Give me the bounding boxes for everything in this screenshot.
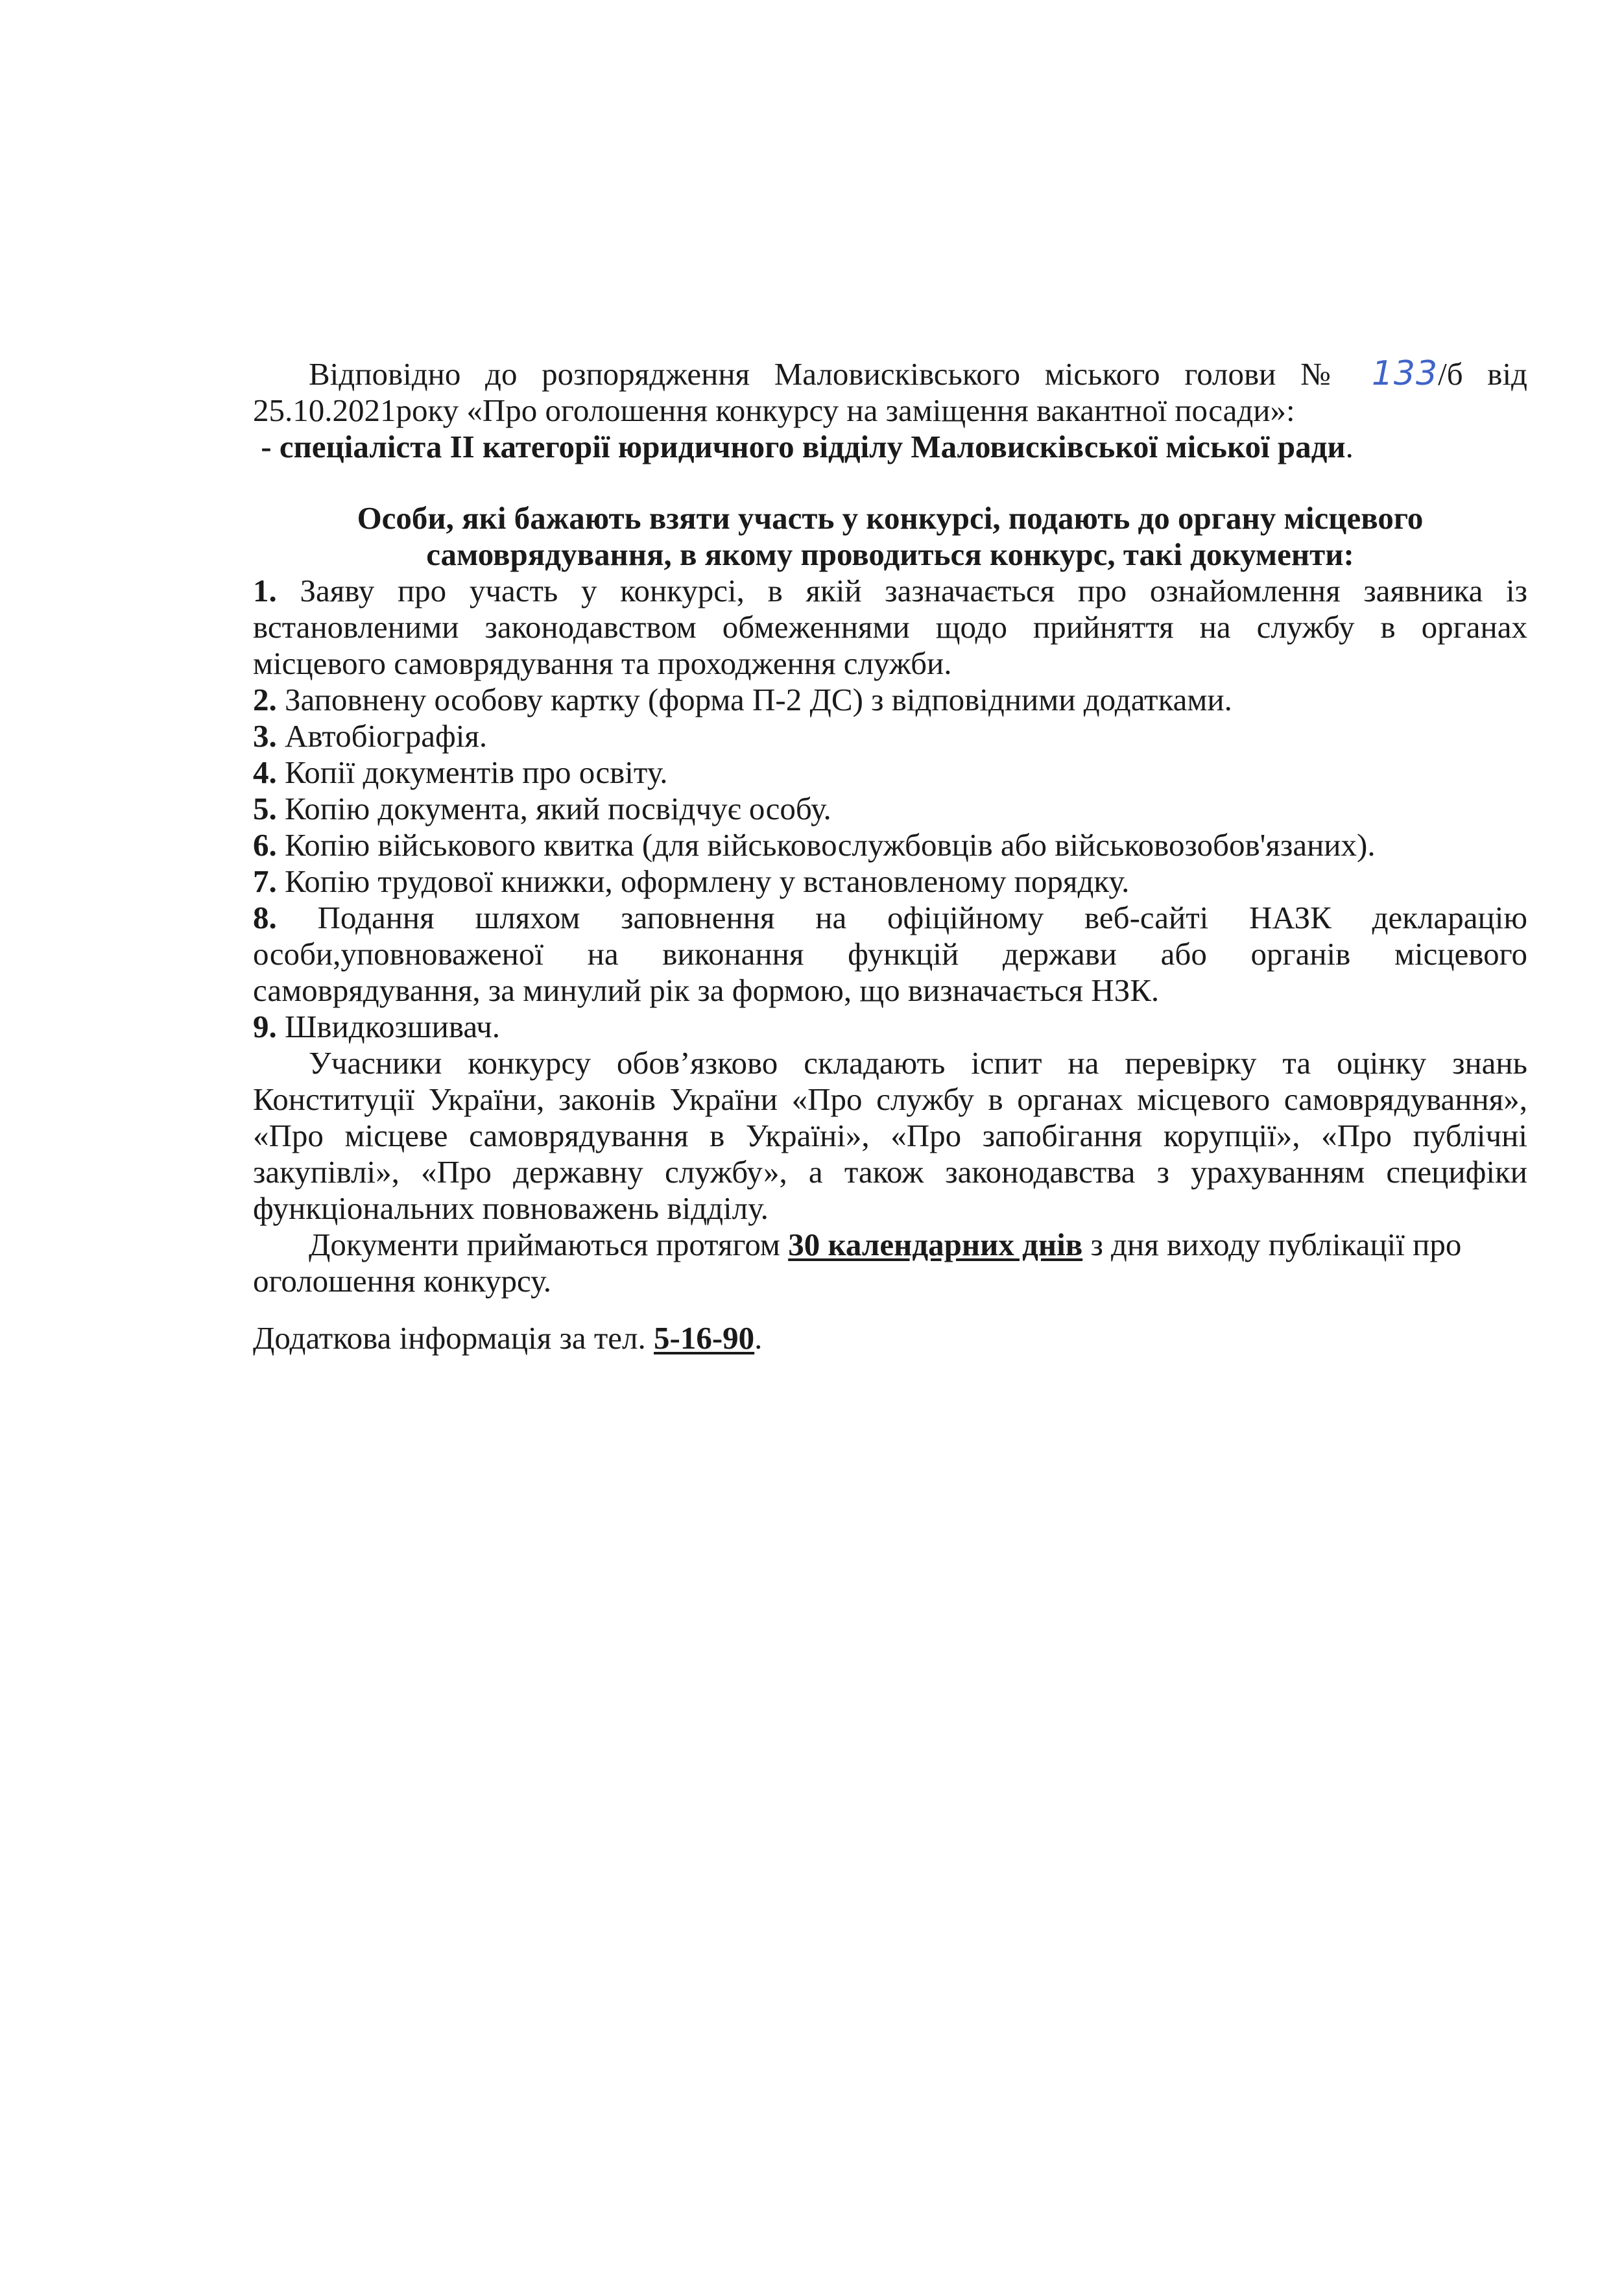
item-text: Заповнену особову картку (форма П-2 ДС) з відповідними додатками. (285, 682, 1232, 717)
documents-heading (253, 500, 1527, 573)
item-number: 4. (253, 754, 277, 790)
item-text: Швидкозшивач. (285, 1009, 501, 1044)
list-item (253, 754, 1527, 791)
contact-label: Додаткова інформація за тел. (253, 1320, 654, 1356)
deadline-before: Документи приймаються протягом (309, 1227, 789, 1262)
exam-line-3: «Про місцеве самоврядування в Україні», «Про запобігання корупції», «Про публічні (253, 1118, 1527, 1153)
heading-line-1: Особи, які бажають взяти участь у конкурсі, подають до органу місцевого (357, 500, 1424, 536)
item-text: Копії документів про освіту. (285, 754, 668, 790)
position-end: . (1345, 429, 1354, 464)
list-item (253, 791, 1527, 827)
item-8-line-3: самоврядування, за минулий рік за формою, що визначається НЗК. (253, 972, 1160, 1008)
item-text: Копію військового квитка (для військовослужбовців або військовозобов'язаних). (285, 827, 1376, 863)
item-text: Подання шляхом заповнення на офіційному веб-сайті НАЗК декларацію (317, 900, 1527, 935)
item-1-line-1 (253, 573, 1527, 609)
deadline-line-1 (253, 1227, 1527, 1263)
item-text: Заяву про участь у конкурсі, в якій зазначається про ознайомлення заявника із (300, 573, 1528, 608)
deadline-period: 30 календарних днів (788, 1227, 1083, 1262)
item-text: Копію трудової книжки, оформлену у встановленому порядку. (285, 863, 1130, 899)
deadline-line-2: оголошення конкурсу. (253, 1263, 551, 1299)
handwritten-order-number: 133 (1371, 354, 1439, 393)
announcement-document (253, 355, 1527, 1356)
contact-end: . (754, 1320, 763, 1356)
item-text: Автобіографія. (285, 718, 488, 754)
item-number: 3. (253, 718, 277, 754)
heading-line-2: самоврядування, в якому проводиться конкурс, такі документи: (426, 536, 1354, 572)
list-item (253, 1009, 1527, 1045)
deadline-after: з дня виходу публікації про (1082, 1227, 1462, 1262)
exam-line-2: Конституції України, законів України «Про службу в органах місцевого самоврядування», (253, 1081, 1527, 1117)
list-item (253, 573, 1527, 682)
list-item (253, 827, 1527, 863)
item-number: 7. (253, 863, 277, 899)
intro-line-2: 25.10.2021року «Про оголошення конкурсу на заміщення вакантної посади»: (253, 392, 1295, 428)
contact-phone: 5-16-90 (654, 1320, 755, 1356)
exam-line-4: закупівлі», «Про державну службу», а також законодавства з урахуванням специфіки (253, 1154, 1527, 1190)
item-number: 5. (253, 791, 277, 826)
list-item (253, 718, 1527, 754)
contact-line (253, 1320, 1527, 1356)
list-item (253, 863, 1527, 900)
item-text: Копію документа, який посвідчує особу. (285, 791, 831, 826)
item-number: 1. (253, 573, 277, 608)
position-title: - спеціаліста ІІ категорії юридичного відділу Маловисківської міської ради (261, 429, 1346, 464)
intro-line-1-start: Відповідно до розпорядження Маловисківського міського голови № (309, 356, 1348, 392)
item-number: 2. (253, 682, 277, 717)
item-number: 6. (253, 827, 277, 863)
item-number: 9. (253, 1009, 277, 1044)
exam-line-1: Учасники конкурсу обов’язково складають іспит на перевірку та оцінку знань (309, 1045, 1527, 1081)
list-item (253, 900, 1527, 1009)
item-1-line-2: встановленими законодавством обмеженнями щодо прийняття на службу в органах (253, 609, 1527, 645)
intro-line-1-end: /б від (1438, 356, 1527, 392)
item-8-line-1 (253, 900, 1527, 936)
exam-paragraph (253, 1045, 1527, 1227)
deadline-paragraph (253, 1227, 1527, 1299)
intro-line-1 (253, 355, 1527, 392)
exam-line-5: функціональних повноважень відділу. (253, 1190, 769, 1226)
item-1-line-3: місцевого самоврядування та проходження служби. (253, 645, 952, 681)
list-item (253, 682, 1527, 718)
item-8-line-2: особи,уповноваженої на виконання функцій держави або органів місцевого (253, 936, 1527, 972)
position-line (253, 429, 1527, 465)
item-number: 8. (253, 900, 277, 935)
